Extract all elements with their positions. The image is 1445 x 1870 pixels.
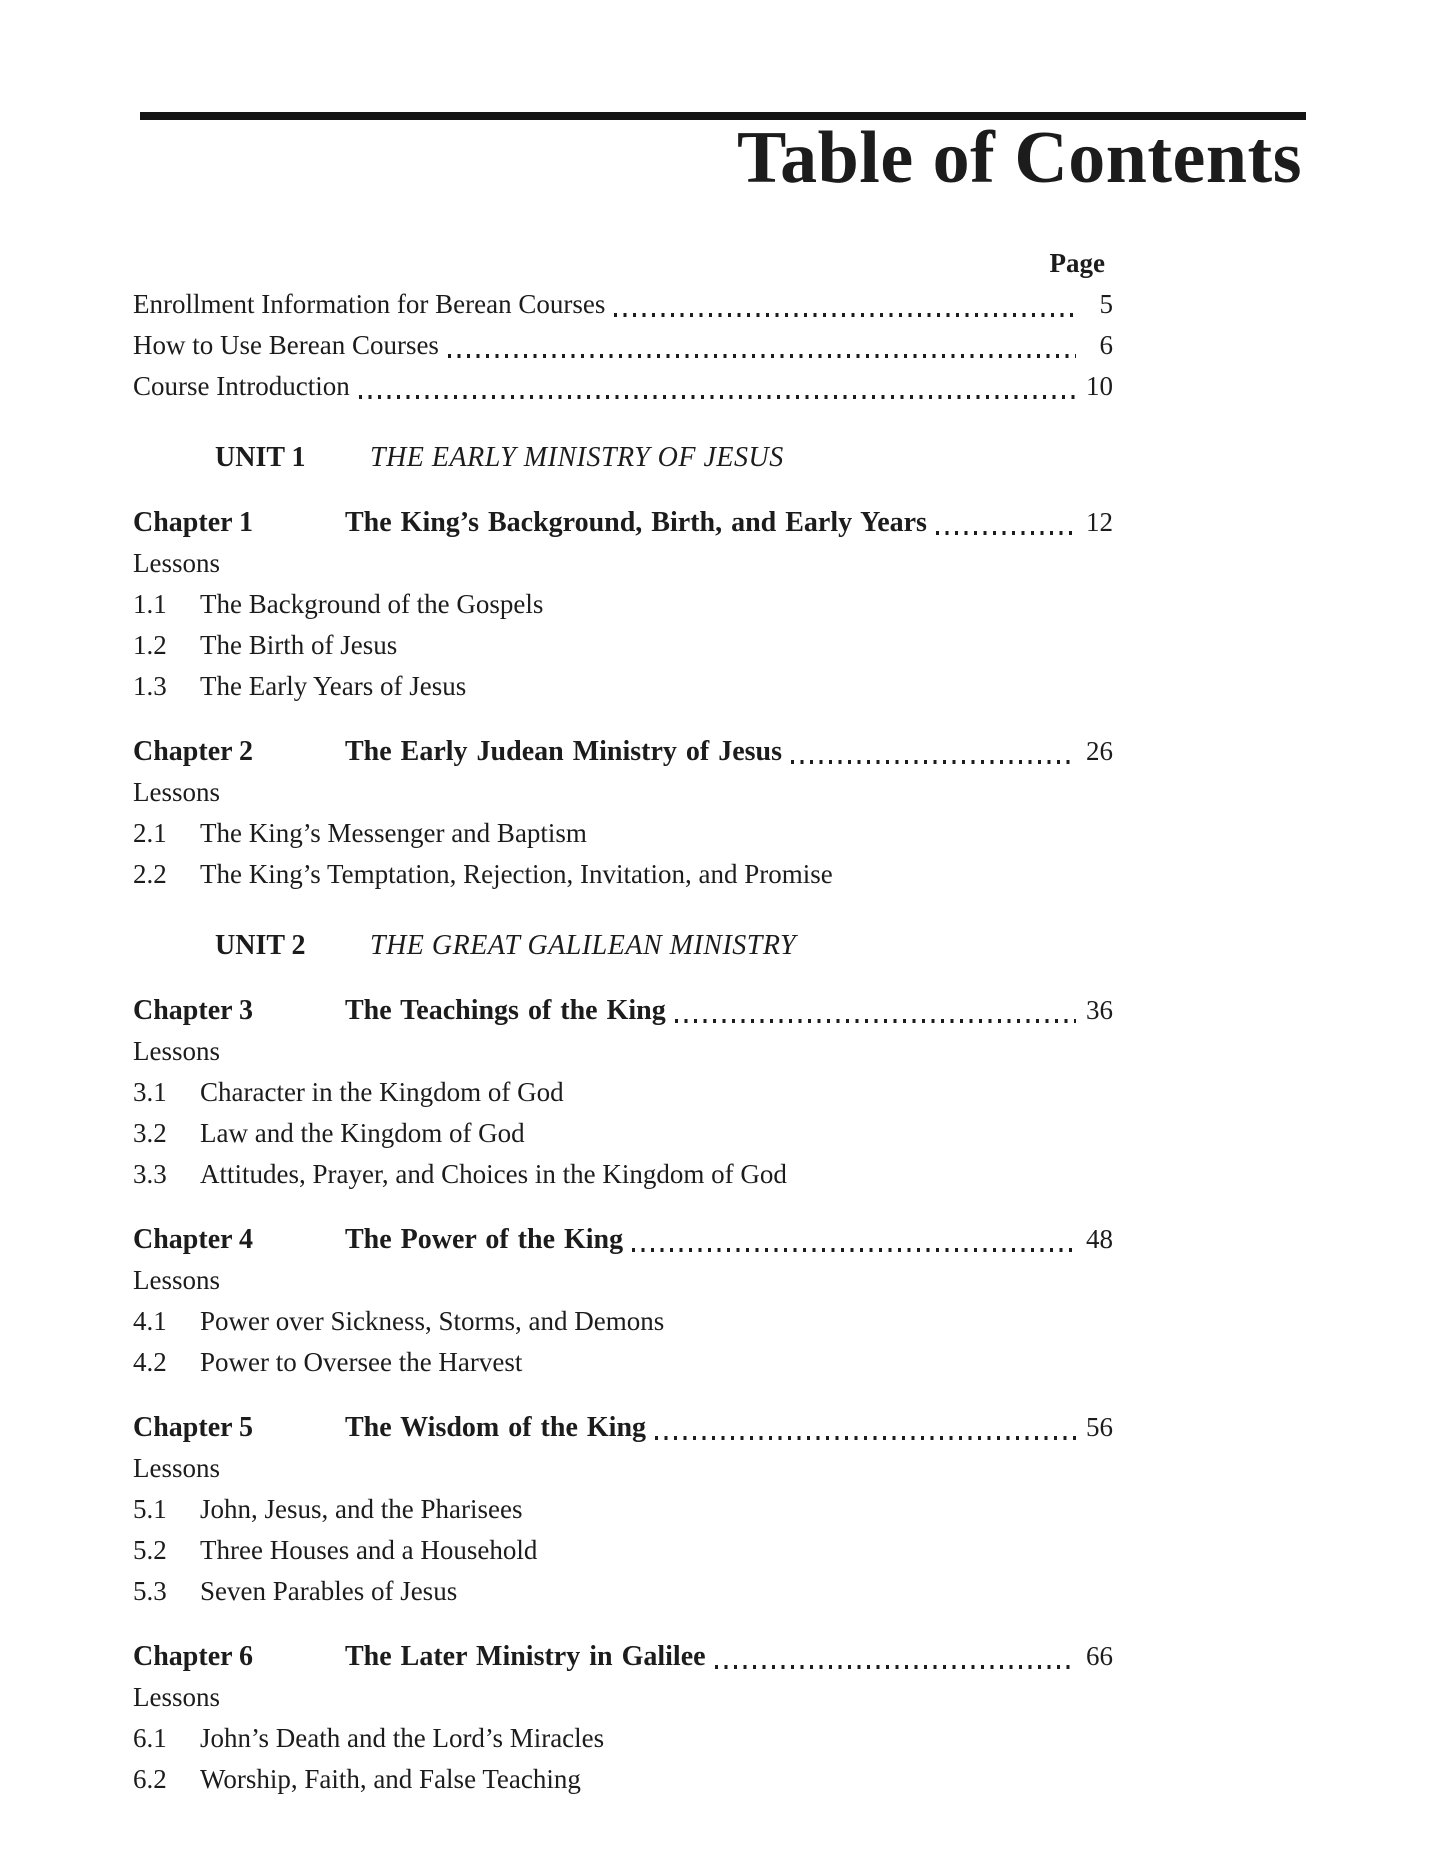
- lessons-label: Lessons: [133, 1036, 220, 1066]
- dotted-leader: [791, 760, 1076, 764]
- lesson-title: Seven Parables of Jesus: [200, 1576, 458, 1606]
- chapter-row: [133, 990, 1113, 1031]
- dotted-leader: [675, 1019, 1076, 1023]
- chapter-title: The Wisdom of the King: [345, 1412, 647, 1443]
- dotted-leader: [655, 1436, 1076, 1440]
- lesson-title: The King’s Messenger and Baptism: [200, 818, 587, 848]
- lessons-heading: [133, 543, 1113, 584]
- chapter-label: Chapter 4: [133, 1224, 254, 1255]
- lesson-number: 6.1: [133, 1723, 167, 1753]
- dotted-leader: [632, 1248, 1076, 1252]
- lesson-title: Three Houses and a Household: [200, 1535, 538, 1565]
- lessons-label: Lessons: [133, 1453, 220, 1483]
- lesson-number: 2.2: [133, 859, 167, 889]
- chapter-row: [133, 1407, 1113, 1448]
- lesson-number: 6.2: [133, 1764, 167, 1794]
- lesson-number: 1.3: [133, 671, 167, 701]
- lesson-number: 5.2: [133, 1535, 167, 1565]
- lesson-row: [133, 1154, 1113, 1195]
- chapter-row: [133, 1636, 1113, 1677]
- page-title: Table of Contents: [737, 117, 1302, 199]
- chapter-title: The Later Ministry in Galilee: [345, 1641, 706, 1672]
- chapter-label: Chapter 6: [133, 1641, 254, 1672]
- lessons-label: Lessons: [133, 777, 220, 807]
- unit-label: UNIT 1: [215, 442, 306, 473]
- lesson-title: Worship, Faith, and False Teaching: [200, 1764, 581, 1794]
- front-matter-row: [133, 325, 1113, 366]
- lessons-heading: [133, 1677, 1113, 1718]
- chapter-title: The Teachings of the King: [345, 995, 666, 1026]
- lesson-row: [133, 854, 1113, 895]
- lesson-number: 4.2: [133, 1347, 167, 1377]
- unit-row: [133, 925, 1113, 966]
- lesson-title: Character in the Kingdom of God: [200, 1077, 564, 1107]
- unit-row: [133, 437, 1113, 478]
- unit-label: UNIT 2: [215, 930, 306, 961]
- chapter-row: [133, 731, 1113, 772]
- page-number: 6: [1099, 330, 1113, 360]
- lessons-heading: [133, 1260, 1113, 1301]
- lesson-row: [133, 1072, 1113, 1113]
- chapter-title: The King’s Background, Birth, and Early Years: [345, 507, 927, 538]
- lessons-heading: [133, 1448, 1113, 1489]
- lesson-row: [133, 1113, 1113, 1154]
- lesson-title: John, Jesus, and the Pharisees: [200, 1494, 523, 1524]
- lesson-title: The Birth of Jesus: [200, 630, 398, 660]
- unit-title: THE EARLY MINISTRY OF JESUS: [370, 442, 784, 473]
- toc-entry-label: Course Introduction: [133, 371, 350, 401]
- lesson-row: [133, 1530, 1113, 1571]
- lesson-title: Power to Oversee the Harvest: [200, 1347, 523, 1377]
- lessons-heading: [133, 772, 1113, 813]
- lesson-title: Power over Sickness, Storms, and Demons: [200, 1306, 665, 1336]
- lesson-row: [133, 1342, 1113, 1383]
- lesson-row: [133, 625, 1113, 666]
- page-column-header: Page: [1049, 248, 1105, 278]
- lessons-heading: [133, 1031, 1113, 1072]
- chapter-label: Chapter 2: [133, 736, 254, 767]
- lesson-row: [133, 1571, 1113, 1612]
- lessons-label: Lessons: [133, 1682, 220, 1712]
- dotted-leader: [448, 354, 1076, 358]
- lesson-number: 5.3: [133, 1576, 167, 1606]
- lesson-number: 3.1: [133, 1077, 167, 1107]
- chapter-label: Chapter 5: [133, 1412, 254, 1443]
- toc-entry-label: Enrollment Information for Berean Courses: [133, 289, 606, 319]
- page-number: 10: [1086, 371, 1113, 401]
- lesson-number: 3.3: [133, 1159, 167, 1189]
- lesson-number: 2.1: [133, 818, 167, 848]
- chapter-row: [133, 1219, 1113, 1260]
- page-number: 5: [1099, 289, 1113, 319]
- dotted-leader: [614, 313, 1076, 317]
- lesson-title: The Early Years of Jesus: [200, 671, 467, 701]
- chapter-label: Chapter 3: [133, 995, 254, 1026]
- chapter-title: The Power of the King: [345, 1224, 624, 1255]
- lesson-number: 1.2: [133, 630, 167, 660]
- lesson-title: Attitudes, Prayer, and Choices in the Kingdom of God: [200, 1159, 787, 1189]
- lesson-row: [133, 1489, 1113, 1530]
- page-number: 48: [1086, 1224, 1113, 1254]
- page-number: 36: [1086, 995, 1113, 1025]
- page-number: 26: [1086, 736, 1113, 766]
- lesson-row: [133, 813, 1113, 854]
- lesson-title: The Background of the Gospels: [200, 589, 544, 619]
- lesson-row: [133, 1301, 1113, 1342]
- lesson-title: The King’s Temptation, Rejection, Invitation, and Promise: [200, 859, 833, 889]
- chapter-title: The Early Judean Ministry of Jesus: [345, 736, 783, 767]
- page-number: 56: [1086, 1412, 1113, 1442]
- dotted-leader: [359, 395, 1076, 399]
- page-number: 12: [1086, 507, 1113, 537]
- lessons-label: Lessons: [133, 548, 220, 578]
- page-number: 66: [1086, 1641, 1113, 1671]
- chapter-label: Chapter 1: [133, 507, 254, 538]
- unit-title: THE GREAT GALILEAN MINISTRY: [370, 930, 797, 961]
- lesson-title: Law and the Kingdom of God: [200, 1118, 525, 1148]
- dotted-leader: [936, 531, 1076, 535]
- lesson-number: 1.1: [133, 589, 167, 619]
- front-matter-row: [133, 284, 1113, 325]
- lesson-row: [133, 1759, 1113, 1800]
- lessons-label: Lessons: [133, 1265, 220, 1295]
- lesson-number: 3.2: [133, 1118, 167, 1148]
- toc-entry-label: How to Use Berean Courses: [133, 330, 439, 360]
- dotted-leader: [715, 1665, 1076, 1669]
- toc-content: [133, 243, 1113, 1800]
- chapter-row: [133, 502, 1113, 543]
- lesson-row: [133, 584, 1113, 625]
- lesson-row: [133, 1718, 1113, 1759]
- lesson-row: [133, 666, 1113, 707]
- lesson-title: John’s Death and the Lord’s Miracles: [200, 1723, 605, 1753]
- lesson-number: 4.1: [133, 1306, 167, 1336]
- lesson-number: 5.1: [133, 1494, 167, 1524]
- front-matter-row: [133, 366, 1113, 407]
